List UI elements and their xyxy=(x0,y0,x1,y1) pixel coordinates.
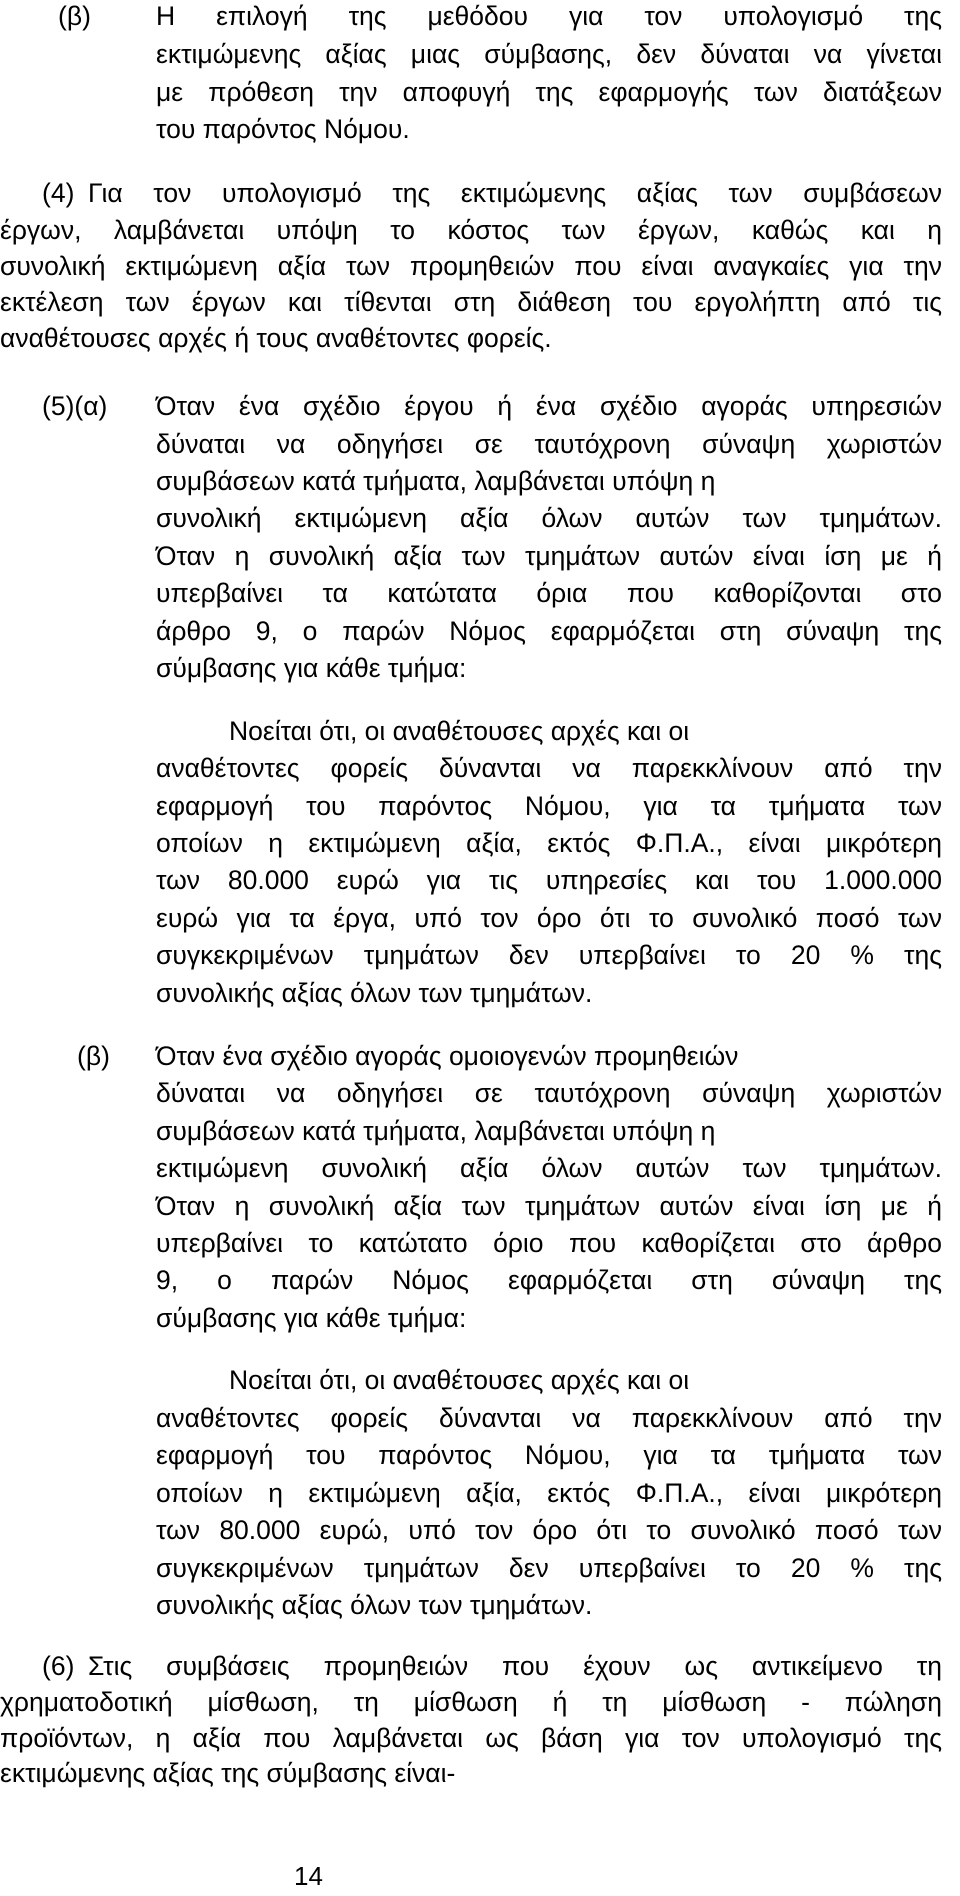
text-line: εκτιμώμενη συνολική αξία όλων αυτών των τμημάτων. xyxy=(156,1153,942,1183)
text-line: εφαρμογή του παρόντος Νόμου, για τα τμήματα των xyxy=(156,1440,942,1470)
text-line: Όταν η συνολική αξία των τμημάτων αυτών είναι ίση με ή xyxy=(156,541,942,571)
text-line: του παρόντος Νόμου. xyxy=(156,114,410,144)
text-line: Για τον υπολογισμό της εκτιμώμενης αξίας των συμβάσεων xyxy=(88,178,942,208)
text-line: συμβάσεων κατά τμήματα, λαμβάνεται υπόψη η xyxy=(156,1116,716,1146)
text-line: των 80.000 ευρώ για τις υπηρεσίες και του 1.000.000 xyxy=(156,865,942,895)
text-line: δύναται να οδηγήσει σε ταυτόχρονη σύναψη χωριστών xyxy=(156,429,942,459)
text-line: Νοείται ότι, οι αναθέτουσες αρχές και οι xyxy=(229,716,690,746)
clause-label: (β) xyxy=(77,1041,110,1071)
text-line: συνολική εκτιμώμενη αξία των προμηθειών που είναι αναγκαίες για την xyxy=(0,251,942,281)
clause-label: (4) xyxy=(42,178,75,208)
text-line: συγκεκριμένων τμημάτων δεν υπερβαίνει το 20 % της xyxy=(156,940,942,970)
text-line: αναθέτοντες φορείς δύνανται να παρεκκλίνουν από την xyxy=(156,1403,942,1433)
text-line: προϊόντων, η αξία που λαμβάνεται ως βάση για τον υπολογισμό της xyxy=(0,1723,942,1753)
text-line: συνολικής αξίας όλων των τμημάτων. xyxy=(156,978,593,1008)
text-line: 9, ο παρών Νόμος εφαρμόζεται στη σύναψη της xyxy=(156,1265,942,1295)
text-line: συμβάσεων κατά τμήματα, λαμβάνεται υπόψη η xyxy=(156,466,716,496)
text-line: εκτέλεση των έργων και τίθενται στη διάθεση του εργολήπτη από τις xyxy=(0,287,942,317)
text-line: υπερβαίνει τα κατώτατα όρια που καθορίζονται στο xyxy=(156,578,942,608)
text-line: αναθέτοντες φορείς δύνανται να παρεκκλίνουν από την xyxy=(156,753,942,783)
text-line: συνολική εκτιμώμενη αξία όλων αυτών των τμημάτων. xyxy=(156,503,942,533)
text-line: Νοείται ότι, οι αναθέτουσες αρχές και οι xyxy=(229,1365,690,1395)
text-line: Όταν ένα σχέδιο έργου ή ένα σχέδιο αγοράς υπηρεσιών xyxy=(156,391,942,421)
text-line: χρηματοδοτική μίσθωση, τη μίσθωση ή τη μίσθωση - πώληση xyxy=(0,1687,942,1717)
text-line: σύμβασης για κάθε τμήμα: xyxy=(156,653,467,683)
text-line: δύναται να οδηγήσει σε ταυτόχρονη σύναψη χωριστών xyxy=(156,1078,942,1108)
text-line: Όταν ένα σχέδιο αγοράς ομοιογενών προμηθειών xyxy=(156,1041,739,1071)
text-line: οποίων η εκτιμώμενη αξία, εκτός Φ.Π.Α., είναι μικρότερη xyxy=(156,1478,942,1508)
text-line: ευρώ για τα έργα, υπό τον όρο ότι το συνολικό ποσό των xyxy=(156,903,942,933)
text-line: αναθέτουσες αρχές ή τους αναθέτοντες φορείς. xyxy=(0,323,552,353)
text-line: συνολικής αξίας όλων των τμημάτων. xyxy=(156,1590,593,1620)
clause-label: (6) xyxy=(42,1651,75,1681)
text-line: Όταν η συνολική αξία των τμημάτων αυτών είναι ίση με ή xyxy=(156,1191,942,1221)
text-line: συγκεκριμένων τμημάτων δεν υπερβαίνει το 20 % της xyxy=(156,1553,942,1583)
text-line: εκτιμώμενης αξίας μιας σύμβασης, δεν δύναται να γίνεται xyxy=(156,39,942,69)
text-line: Στις συμβάσεις προμηθειών που έχουν ως αντικείμενο τη xyxy=(88,1651,942,1681)
clause-label: (β) xyxy=(58,1,91,31)
text-line: με πρόθεση την αποφυγή της εφαρμογής των διατάξεων xyxy=(156,77,942,107)
text-line: άρθρο 9, ο παρών Νόμος εφαρμόζεται στη σύναψη της xyxy=(156,616,942,646)
text-line: οποίων η εκτιμώμενη αξία, εκτός Φ.Π.Α., είναι μικρότερη xyxy=(156,828,942,858)
text-line: εκτιμώμενης αξίας της σύμβασης είναι- xyxy=(0,1758,456,1788)
page-number: 14 xyxy=(294,1861,323,1891)
text-line: σύμβασης για κάθε τμήμα: xyxy=(156,1303,467,1333)
text-line: Η επιλογή της μεθόδου για τον υπολογισμό της xyxy=(156,1,942,31)
text-line: εφαρμογή του παρόντος Νόμου, για τα τμήματα των xyxy=(156,791,942,821)
text-line: των 80.000 ευρώ, υπό τον όρο ότι το συνολικό ποσό των xyxy=(156,1515,942,1545)
text-line: έργων, λαμβάνεται υπόψη το κόστος των έργων, καθώς και η xyxy=(0,215,942,245)
clause-label: (5)(α) xyxy=(42,391,108,421)
text-line: υπερβαίνει το κατώτατο όριο που καθορίζεται στο άρθρο xyxy=(156,1228,942,1258)
